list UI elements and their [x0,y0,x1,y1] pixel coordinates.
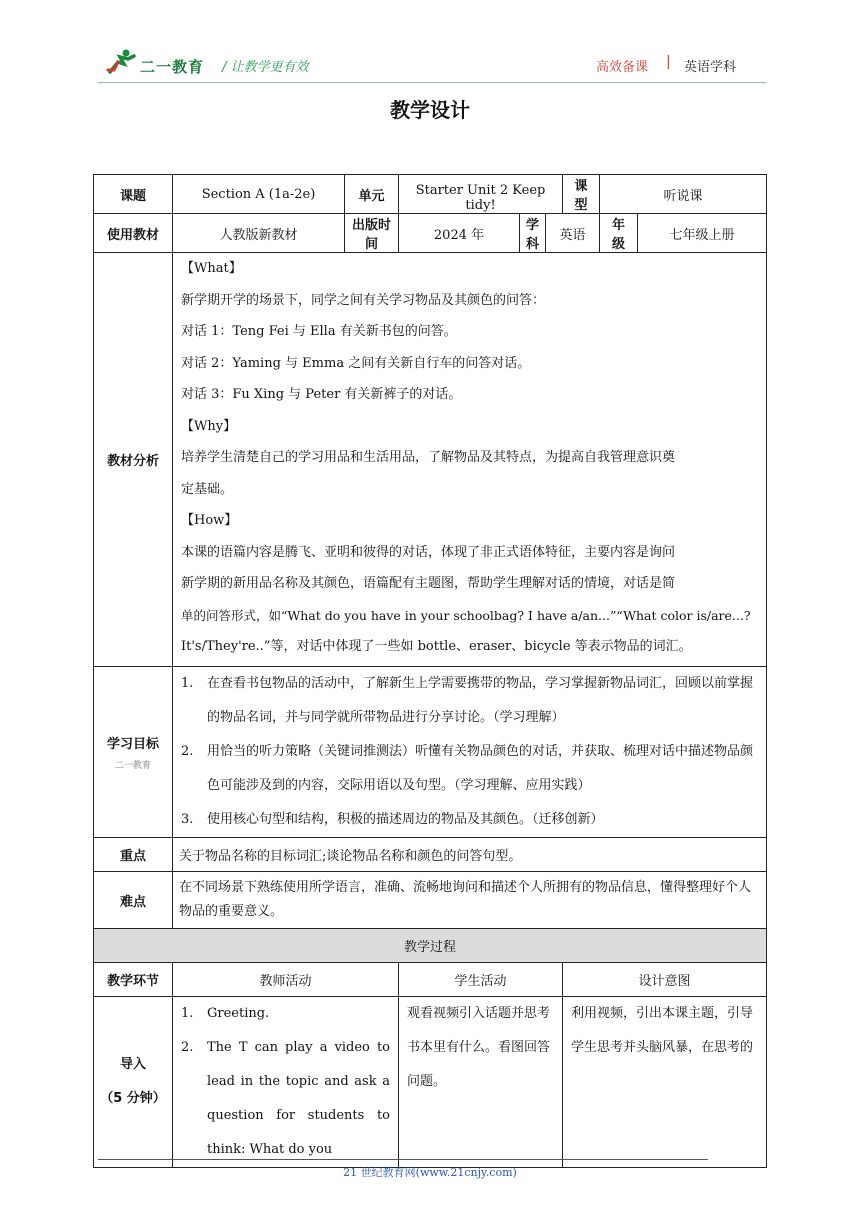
goals-row [94,667,767,838]
topic-label: 课题 [94,175,173,214]
goal-text: 用恰当的听力策略（关键词推测法）听懂有关物品颜色的对话，并获取、梳理对话中描述物品颜色可能涉及到的内容，交际用语以及句型。（学习理解、应用实践） [207,744,754,793]
process-title-row [94,929,767,963]
teacher-activity [173,997,399,1168]
teacher-item [181,997,390,1031]
process-header-student: 学生活动 [399,963,563,997]
key-points-label: 重点 [94,838,173,872]
footer-divider [98,1159,708,1160]
goals-label [94,667,173,838]
analysis-line: 培养学生清楚自己的学习用品和生活用品，了解物品及其特点，为提高自我管理意识奠 [181,450,676,465]
pubdate-label: 出版时间 [345,214,399,253]
difficult-points-row [94,872,767,929]
header-tag-separator: | [666,54,671,70]
student-activity: 观看视频引入话题并思考书本里有什么。看图回答问题。 [399,997,563,1168]
subject-label: 学科 [520,214,546,253]
grade-value: 七年级上册 [638,214,767,253]
design-intent: 利用视频，引出本课主题，引导学生思考并头脑风暴，在思考的 [563,997,767,1168]
page-header [0,0,860,90]
process-row-intro [94,997,767,1168]
textbook-label: 使用教材 [94,214,173,253]
analysis-line: 新学期开学的场景下，同学之间有关学习物品及其颜色的问答： [181,292,546,308]
stage-name: 导入 [119,1057,146,1072]
key-points-text: 关于物品名称的目标词汇;谈论物品名称和颜色的问答句型。 [173,838,767,872]
pubdate-value: 2024 年 [399,214,520,253]
goal-item [181,803,758,837]
lesson-plan-table [93,174,767,1168]
brand-name: 二一教育 [140,58,205,76]
unit-value: Starter Unit 2 Keep tidy! [399,175,563,214]
goal-num: 2. [181,744,194,759]
unit-label: 单元 [345,175,399,214]
goals-watermark: 二一教育 [114,761,151,771]
difficult-points-label: 难点 [94,872,173,929]
teacher-item [181,1031,390,1167]
key-points-row [94,838,767,872]
teacher-text: Greeting. [207,1006,270,1021]
process-header-intent: 设计意图 [563,963,767,997]
analysis-line: 单的问答形式，如“What do you have in your schoolbag? I have a/an...”“What color is/are...? [181,607,751,623]
subject-value: 英语 [546,214,600,253]
info-row-2 [94,214,767,253]
analysis-line: 【How】 [181,513,238,528]
teacher-num: 2. [181,1040,194,1055]
header-tag-prep: 高效备课 [596,60,649,75]
goal-item [181,667,758,735]
stage-cell [94,997,173,1168]
header-tag-subject: 英语学科 [684,60,737,75]
difficult-points-text: 在不同场景下熟练使用所学语言，准确、流畅地询问和描述个人所拥有的物品信息，懂得整理好个人物品的重要意义。 [173,872,767,929]
analysis-line: 本课的语篇内容是腾飞、亚明和彼得的对话，体现了非正式语体特征，主要内容是询问 [181,544,676,560]
analysis-line: 定基础。 [181,481,234,497]
stage-time: （5 分钟） [100,1091,166,1106]
grade-label: 年级 [600,214,638,253]
analysis-line: 对话 3：Fu Xing 与 Peter 有关新裤子的对话。 [181,387,462,402]
analysis-line: 新学期的新用品名称及其颜色，语篇配有主题图，帮助学生理解对话的情境，对话是简 [181,576,676,591]
analysis-row [94,253,767,667]
analysis-line: 对话 1：Teng Fei 与 Ella 有关新书包的问答。 [181,324,457,339]
analysis-label: 教材分析 [94,253,173,667]
goals-label-text: 学习目标 [106,737,159,752]
goals-content [173,667,767,838]
teacher-num: 1. [181,1006,194,1021]
analysis-content [173,253,767,667]
analysis-line: 【What】 [181,261,242,276]
analysis-line: 【Why】 [181,418,237,434]
goal-text: 在查看书包物品的活动中，了解新生上学需要携带的物品，学习掌握新物品词汇，回顾以前掌握的物品名词，并与同学就所带物品进行分享讨论。（学习理解） [207,676,754,725]
goal-num: 3. [181,812,194,827]
page-title: 教学设计 [390,98,470,122]
process-header-row [94,963,767,997]
topic-value: Section A (1a-2e) [173,175,345,214]
textbook-value: 人教版新教材 [173,214,345,253]
header-divider [98,82,766,83]
process-header-teacher: 教师活动 [173,963,399,997]
type-label: 课型 [563,175,600,214]
teacher-text: The T can play a video to lead in the topic and ask a question for students to think: What do you [207,1040,391,1157]
analysis-line: It's/They're..”等，对话中体现了一些如 bottle、eraser、bicycle 等表示物品的词汇。 [181,639,692,654]
runner-logo-icon [104,48,138,76]
footer-text: 21 世纪教育网(www.21cnjy.com) [343,1166,517,1179]
process-header-stage: 教学环节 [94,963,173,997]
process-title: 教学过程 [94,929,767,963]
brand-slogan: / 让教学更有效 [222,60,309,75]
goal-num: 1. [181,676,194,691]
type-value: 听说课 [600,175,767,214]
analysis-line: 对话 2：Yaming 与 Emma 之间有关新自行车的问答对话。 [181,355,531,371]
info-row-1 [94,175,767,214]
goal-text: 使用核心句型和结构，积极的描述周边的物品及其颜色。（迁移创新） [207,812,604,827]
goal-item [181,735,758,803]
